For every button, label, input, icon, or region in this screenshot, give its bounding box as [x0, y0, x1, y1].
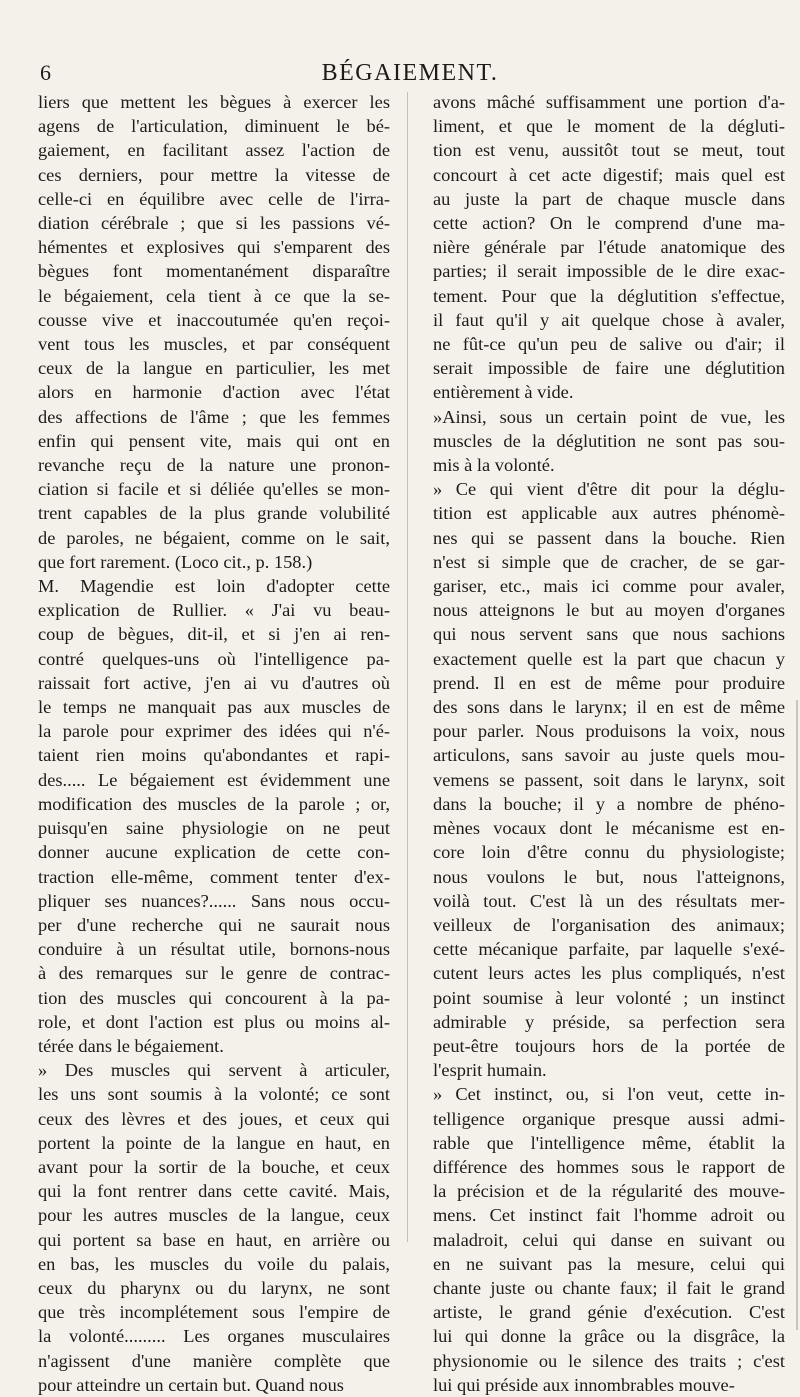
- text-line: explication de Rullier. « J'ai vu beau-: [38, 600, 390, 621]
- text-line: ne fût-ce qu'un peu de salive ou d'air; il: [433, 334, 785, 355]
- text-line: tement. Pour que la déglutition s'effectue,: [433, 285, 785, 306]
- text-line: ces derniers, pour mettre la vitesse de: [38, 164, 390, 185]
- text-line: mens. Cet instinct fait l'homme adroit ou: [433, 1205, 785, 1226]
- right-column-text: [433, 90, 785, 1397]
- text-line: M. Magendie est loin d'adopter cette: [38, 576, 390, 597]
- text-line: qui nous servent sans que nous sachions: [433, 624, 785, 645]
- text-line: ceux des lèvres et des joues, et ceux qui: [38, 1108, 390, 1129]
- text-line: le temps ne manquait pas aux muscles de: [38, 697, 390, 718]
- text-line: gariser, etc., mais ici comme pour avaler,: [433, 576, 785, 597]
- text-line: nière générale par l'étude anatomique des: [433, 237, 785, 258]
- text-line: telligence organique presque aussi admi-: [433, 1108, 785, 1129]
- text-line: taient rien moins qu'abondantes et rapi-: [38, 745, 390, 766]
- text-line: articulons, sans savoir au juste quels mou-: [433, 745, 785, 766]
- text-line: que très incomplétement sous l'empire de: [38, 1302, 390, 1323]
- text-line: l'esprit humain.: [433, 1060, 547, 1081]
- text-line: revanche reçu de la nature une pronon-: [38, 455, 390, 476]
- text-line: peut-être toujours hors de la portée de: [433, 1035, 785, 1056]
- text-line: prend. Il en est de même pour produire: [433, 672, 785, 693]
- text-line: celle-ci en équilibre avec celle de l'irra-: [38, 188, 390, 209]
- text-line: lui qui donne la grâce ou la disgrâce, la: [433, 1326, 785, 1347]
- text-line: avons mâché suffisamment une portion d'a-: [433, 92, 785, 112]
- text-line: pour parler. Nous produisons la voix, nous: [433, 721, 785, 742]
- text-line: bègues font momentanément disparaître: [38, 261, 390, 282]
- text-line: qui la font rentrer dans cette cavité. Mais,: [38, 1181, 390, 1202]
- text-line: que fort rarement. (Loco cit., p. 158.): [38, 551, 313, 572]
- text-line: n'est si simple que de cracher, de se gar-: [433, 551, 785, 572]
- text-line: puisqu'en saine physiologie on ne peut: [38, 818, 390, 839]
- text-line: » Ce qui vient d'être dit pour la déglu-: [433, 479, 785, 500]
- text-line: le bégaiement, cela tient à ce que la se-: [38, 285, 390, 306]
- text-line: trent capables de la plus grande volubilité: [38, 503, 390, 524]
- text-line: modification des muscles de la parole ; or,: [38, 793, 390, 814]
- text-line: il faut qu'il y ait quelque chose à avaler,: [433, 309, 785, 330]
- text-line: muscles de la déglutition ne sont pas sou-: [433, 430, 785, 451]
- text-line: liment, et que le moment de la dégluti-: [433, 116, 785, 137]
- text-line: qui portent sa base en haut, en arrière ou: [38, 1229, 390, 1250]
- text-line: veilleux de l'organisation des animaux;: [433, 914, 785, 935]
- text-line: vent tous les muscles, et par conséquent: [38, 334, 390, 355]
- page-number: 6: [40, 60, 51, 85]
- text-line: donner aucune explication de cette con-: [38, 842, 390, 863]
- text-line: mis à la volonté.: [433, 455, 555, 476]
- text-line: de paroles, ne bégaient, comme on le sait,: [38, 527, 390, 548]
- text-line: des..... Le bégaiement est évidemment une: [38, 769, 390, 790]
- text-line: en bas, les muscles du voile du palais,: [38, 1253, 390, 1274]
- text-line: pliquer ses nuances?...... Sans nous occu-: [38, 890, 390, 911]
- text-line: lui qui préside aux innombrables mouve-: [433, 1374, 735, 1395]
- text-line: » Des muscles qui servent à articuler,: [38, 1060, 390, 1081]
- page-edge-mark: [796, 700, 798, 1330]
- text-line: nes qui se passent dans la bouche. Rien: [433, 527, 785, 548]
- text-line: gaiement, en facilitant assez l'action de: [38, 140, 390, 161]
- text-line: contré quelques-uns où l'intelligence pa-: [38, 648, 390, 669]
- text-line: pour atteindre un certain but. Quand nous: [38, 1374, 344, 1395]
- text-line: des affections de l'âme ; que les femmes: [38, 406, 390, 427]
- text-line: conduire à un résultat utile, bornons-nous: [38, 939, 390, 960]
- text-line: chante juste ou chante faux; il fait le grand: [433, 1277, 785, 1298]
- text-line: cutent leurs actes les plus compliqués, n'est: [433, 963, 785, 984]
- text-line: per d'une recherche qui ne saurait nous: [38, 914, 390, 935]
- text-line: » Cet instinct, ou, si l'on veut, cette in-: [433, 1084, 785, 1105]
- text-line: cette action? On le comprend d'une ma-: [433, 213, 785, 234]
- text-line: core loin d'être connu du physiologiste;: [433, 842, 785, 863]
- text-line: raissait fort active, j'en ai vu d'autres où: [38, 672, 390, 693]
- text-line: serait impossible de faire une déglutition: [433, 358, 785, 379]
- text-line: la parole pour exprimer des idées qui n'é-: [38, 721, 390, 742]
- text-line: role, et dont l'action est plus ou moins al-: [38, 1011, 390, 1032]
- text-line: avant pour la sortir de la bouche, et ceux: [38, 1156, 390, 1177]
- text-line: physionomie ou le silence des traits ; c'est: [433, 1350, 785, 1371]
- text-line: des sons dans le larynx; il en est de même: [433, 697, 785, 718]
- text-line: tion des muscles qui concourent à la pa-: [38, 987, 390, 1008]
- text-line: vemens se passent, soit dans le larynx, soit: [433, 769, 785, 790]
- text-line: artiste, le grand génie d'exécution. C'est: [433, 1302, 785, 1323]
- text-line: en ne suivant pas la mesure, celui qui: [433, 1253, 785, 1274]
- text-line: térée dans le bégaiement.: [38, 1035, 224, 1056]
- text-line: cette mécanique parfaite, par laquelle s'exé-: [433, 939, 785, 960]
- text-line: voilà tout. C'est là un des résultats mer-: [433, 890, 785, 911]
- text-line: maladroit, celui qui danse en suivant ou: [433, 1229, 785, 1250]
- text-line: entièrement à vide.: [433, 382, 574, 403]
- text-line: point soumise à leur volonté ; un instinct: [433, 987, 785, 1008]
- text-line: exactement quelle est la part que chacun y: [433, 648, 785, 669]
- text-line: alors en harmonie d'action avec l'état: [38, 382, 390, 403]
- text-line: admirable y préside, sa perfection sera: [433, 1011, 785, 1032]
- text-line: n'agissent d'une manière complète que: [38, 1350, 390, 1371]
- text-line: tition est applicable aux autres phénomè-: [433, 503, 785, 524]
- text-line: la précision et de la régularité des mouve-: [433, 1181, 785, 1202]
- text-line: traction elle-même, comment tenter d'ex-: [38, 866, 390, 887]
- text-line: nous atteignons le but au moyen d'organes: [433, 600, 785, 621]
- left-column-text: [38, 90, 390, 1397]
- text-line: liers que mettent les bègues à exercer les: [38, 92, 390, 112]
- text-line: »Ainsi, sous un certain point de vue, les: [433, 406, 785, 427]
- text-line: mènes vocaux dont le mécanisme est en-: [433, 818, 785, 839]
- text-line: agens de l'articulation, diminuent le bé-: [38, 116, 390, 137]
- text-line: au juste la part de chaque muscle dans: [433, 188, 785, 209]
- text-line: cousse vive et inaccoutumée qu'en reçoi-: [38, 309, 390, 330]
- text-line: rable que l'intelligence même, établit la: [433, 1132, 785, 1153]
- text-line: portent la pointe de la langue en haut, en: [38, 1132, 390, 1153]
- text-line: concourt à cet acte digestif; mais quel est: [433, 164, 785, 185]
- text-line: hémentes et explosives qui s'emparent des: [38, 237, 390, 258]
- text-line: enfin qui pensent vite, mais qui ont en: [38, 430, 390, 451]
- text-line: nous voulons le but, nous l'atteignons,: [433, 866, 785, 887]
- text-line: à des remarques sur le genre de contrac-: [38, 963, 390, 984]
- column-divider: [407, 92, 408, 1242]
- text-line: parties; il serait impossible de le dire exac-: [433, 261, 785, 282]
- page-header: [40, 58, 780, 88]
- text-line: ceux du pharynx ou du larynx, ne sont: [38, 1277, 390, 1298]
- text-line: diation cérébrale ; que si les passions vé-: [38, 213, 390, 234]
- text-line: différence des hommes sous le rapport de: [433, 1156, 785, 1177]
- text-line: coup de bègues, dit-il, et si j'en ai ren-: [38, 624, 390, 645]
- text-line: pour les autres muscles de la langue, ceux: [38, 1205, 390, 1226]
- text-line: les uns sont soumis à la volonté; ce sont: [38, 1084, 390, 1105]
- text-line: tion est venu, aussitôt tout se meut, tout: [433, 140, 785, 161]
- text-line: la volonté......... Les organes musculaires: [38, 1326, 390, 1347]
- running-title: BÉGAIEMENT.: [321, 60, 499, 86]
- text-line: ciation si facile et si déliée qu'elles se mon-: [38, 479, 390, 500]
- text-line: dans la bouche; il y a nombre de phéno-: [433, 793, 785, 814]
- text-line: ceux de la langue en particulier, les met: [38, 358, 390, 379]
